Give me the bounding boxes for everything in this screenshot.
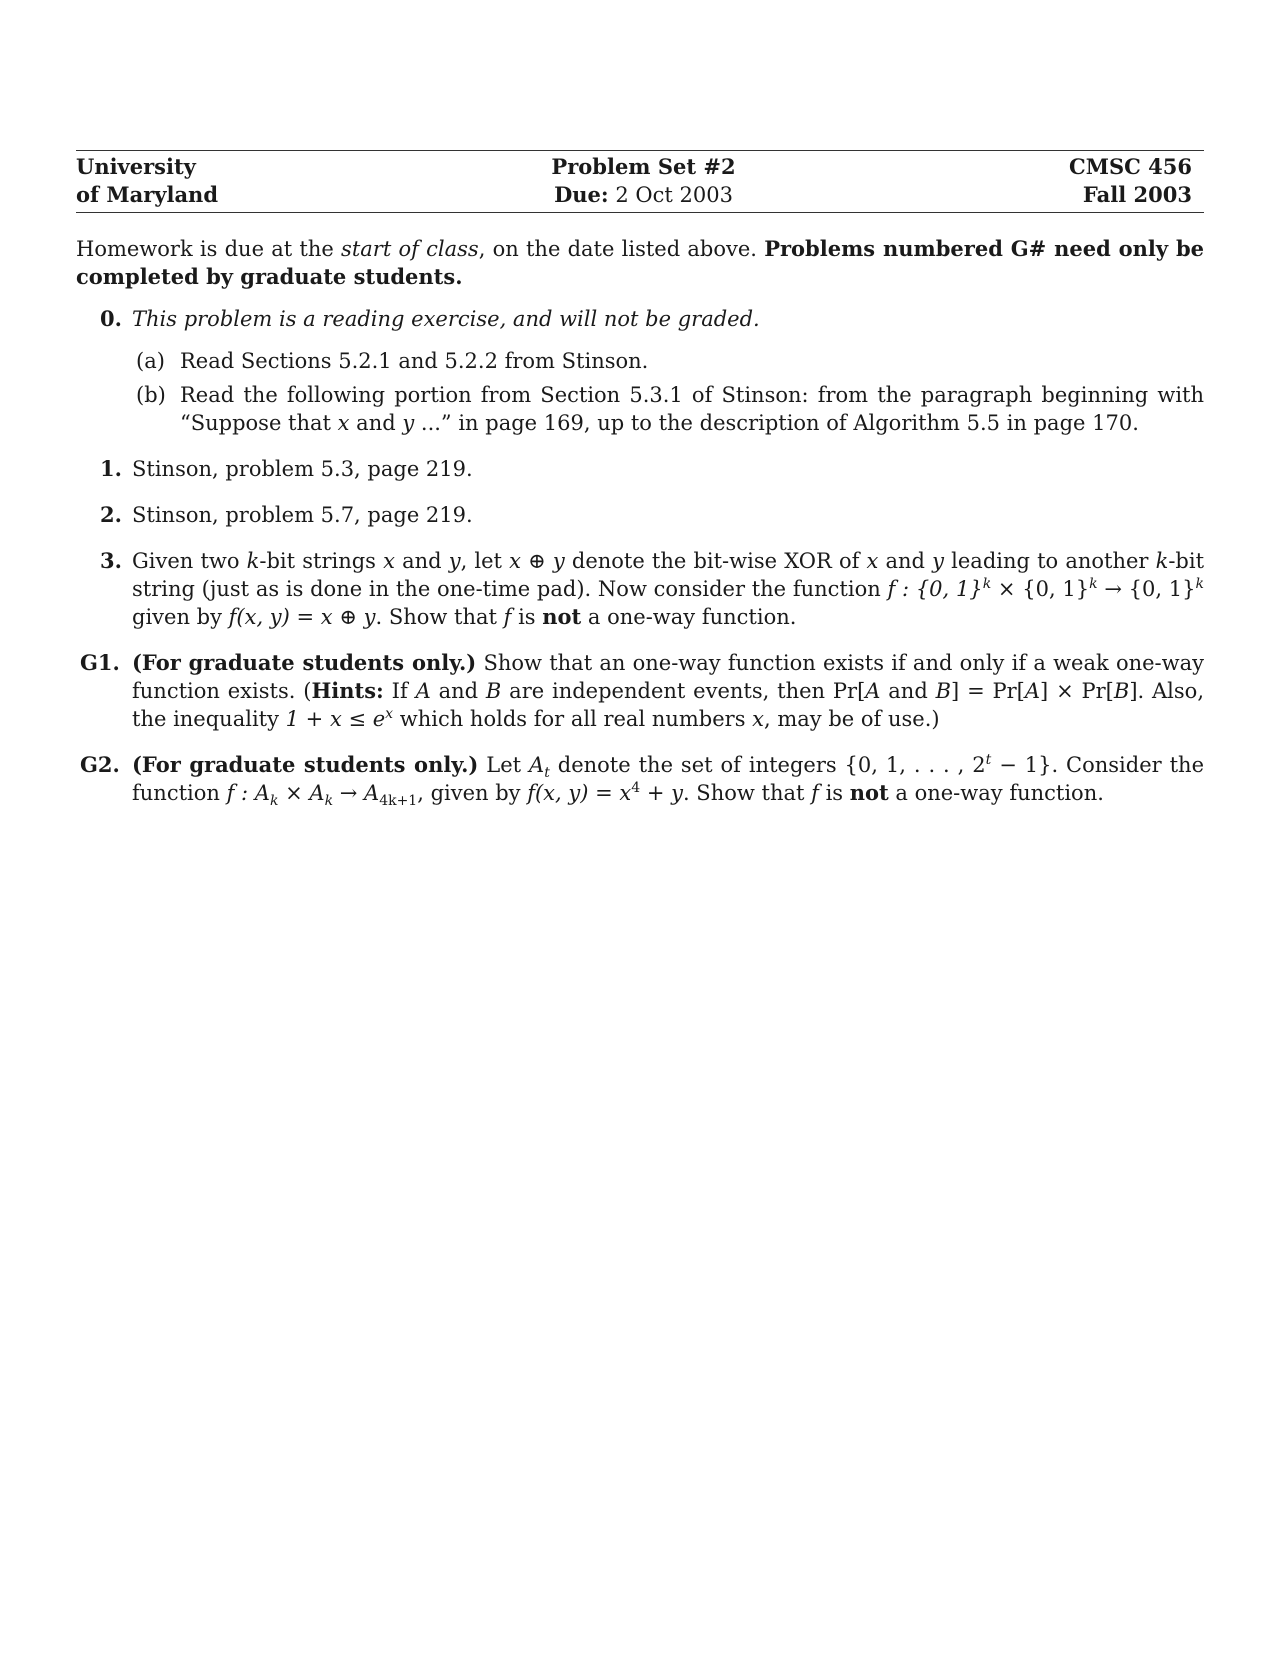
problem-text: This problem is a reading exercise, and will not be graded. — [132, 307, 760, 331]
problem-number: G2. — [80, 752, 120, 777]
intro-paragraph: Homework is due at the start of class, on the date listed above. Problems numbered G# need only be completed by graduate students. — [76, 236, 1205, 289]
problem-0-part-b: (b) Read the following portion from Section 5.3.1 of Stinson: from the paragraph beginning with “Suppose that x and y ...” in page 169, up to the description of Algorithm 5.5 in page 170. — [136, 383, 1204, 435]
header-maryland: of Maryland — [76, 182, 219, 207]
problem-number: 2. — [100, 502, 122, 527]
problem-text: Given two k-bit strings x and y, let x ⊕ y denote the bit-wise XOR of x and y leading to another k-bit string (just as is done in the one-time pad). Now consider the function f : {0, 1}$^k$ × {0, 1}$^k$ → {0, 1}$^k$ given by f(x, y) = x ⊕ y. Show that f is not a one-way function. — [132, 549, 1205, 629]
problem-number: G1. — [80, 650, 120, 675]
problem-g2 — [76, 751, 1204, 810]
problem-0 — [76, 305, 1204, 437]
header-institution — [76, 153, 218, 209]
problem-text: (For graduate students only.) Let $A_t$ denote the set of integers {0, 1, . . . , $2^t - 1$}. Consider the function f : $A_k \times A_k \to A_{4k+1}$, given by f(x, $y) = x^4 + y$. Show that f is not a one-way function. — [132, 752, 1204, 810]
header-course — [1069, 153, 1192, 209]
problem-g1 — [76, 649, 1204, 733]
header-problem-set: Problem Set #2 — [551, 154, 736, 179]
header-university: University — [76, 154, 196, 179]
header-assignment — [551, 153, 735, 209]
document-header — [76, 150, 1204, 213]
problem-2 — [76, 501, 1204, 529]
problem-text: Stinson, problem 5.3, page 219. — [132, 457, 473, 481]
problem-list — [76, 305, 1205, 810]
problem-3 — [76, 547, 1204, 631]
header-due-date: Due: 2 Oct 2003 — [554, 182, 733, 207]
problem-text: (For graduate students only.) Show that an one-way function exists if and only if a weak one-way function exists. (Hints: If A and B are independent events, then Pr[A and B] = Pr[A] × Pr[B]. Also, the inequality $1 + x \le e^x$ which holds for all real numbers x, may be of use.) — [132, 650, 1204, 731]
problem-number: 0. — [100, 306, 122, 331]
header-term: Fall 2003 — [1082, 182, 1192, 207]
problem-set-page — [76, 150, 1204, 825]
problem-1 — [76, 455, 1204, 483]
problem-0-part-a: (a) Read Sections 5.2.1 and 5.2.2 from Stinson. — [136, 349, 649, 373]
problem-number: 1. — [100, 456, 122, 481]
problem-text: Stinson, problem 5.7, page 219. — [132, 503, 473, 527]
problem-number: 3. — [100, 548, 122, 573]
header-course-code: CMSC 456 — [1069, 154, 1192, 179]
